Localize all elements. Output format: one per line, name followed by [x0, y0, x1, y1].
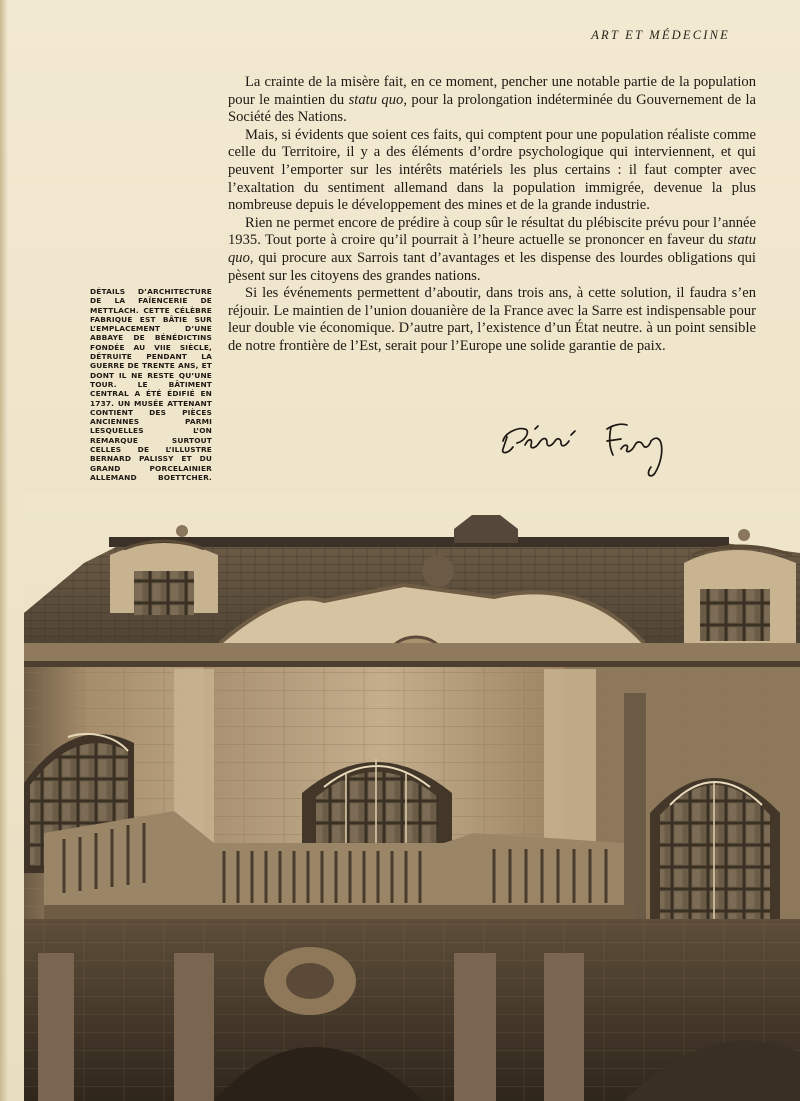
article-paragraph-4: Si les événements permettent d’aboutir, dans trois ans, à cette solution, il faudra s’en réjouir. Le maintien de l’union douanière de la France avec la Sarre est indispensable pour leur double vie économique. D’autre part, l’existence d’un État neutre. à un point sensible de notre frontière de l’Est, serait pour l’Europe une solide garantie de paix.: [228, 285, 756, 354]
article-body: [228, 74, 756, 356]
article-paragraph-3: Rien ne permet encore de prédire à coup sûr le résultat du plébiscite prévu pour l’année 1935. Tout porte à croire qu’il pourrait à l’heure actuelle se prononcer en faveur du statu quo, qui procure aux Sarrois tant d’avantages et les dispense des lourdes obligations qui pèsent sur les citoyens des grandes nations.: [228, 214, 756, 284]
author-signature: [495, 415, 685, 483]
emphasis-statu-quo: statu quo: [228, 232, 756, 266]
emphasis-statu-quo: statu quo: [348, 91, 404, 108]
page-fold-shadow: [0, 0, 8, 1101]
article-paragraph-2: Mais, si évidents que soient ces faits, qui comptent pour une population réaliste comme celle du Territoire, il y a des éléments d’ordre psychologique qui interviennent, et qui peuvent l’emporter sur les intérêts matériels les plus certains : il faut compter avec l’exaltation du sentiment allemand dans la population immigrée, devenue la plus nombreuse depuis le développement des mines et de la grande industrie.: [228, 126, 756, 214]
article-paragraph-1: La crainte de la misère fait, en ce moment, pencher une notable partie de la population pour le maintien du statu quo, pour la prolongation indéterminée du Gouvernement de la Société des Nations.: [228, 74, 756, 126]
running-header: ART ET MÉDECINE: [591, 28, 730, 42]
building-facade-photo: [24, 493, 800, 1101]
facade-illustration: [24, 493, 800, 1101]
signature-mark: [495, 415, 685, 483]
photo-caption: DÉTAILS D’ARCHITECTURE DE LA FAÏENCERIE DE METTLACH. CETTE CÉLÈBRE FABRIQUE EST BÂTIE SUR L’EMPLACEMENT D’UNE ABBAYE DE BÉNÉDICTINS FONDÉE AU VIIE SIÈCLE, DÉTRUITE PENDANT LA GUERRE DE TRENTE ANS, ET DONT IL NE RESTE QU’UNE TOUR. LE BÂTIMENT CENTRAL A ÉTÉ ÉDIFIÉ EN 1737. UN MUSÉE ATTENANT CONTIENT DES PIÈCES ANCIENNES PARMI LESQUELLES L’ON REMARQUE SURTOUT CELLES DE L’ILLUSTRE BERNARD PALISSY ET DU GRAND PORCELAINIER ALLEMAND BOETTCHER.: [90, 287, 212, 482]
